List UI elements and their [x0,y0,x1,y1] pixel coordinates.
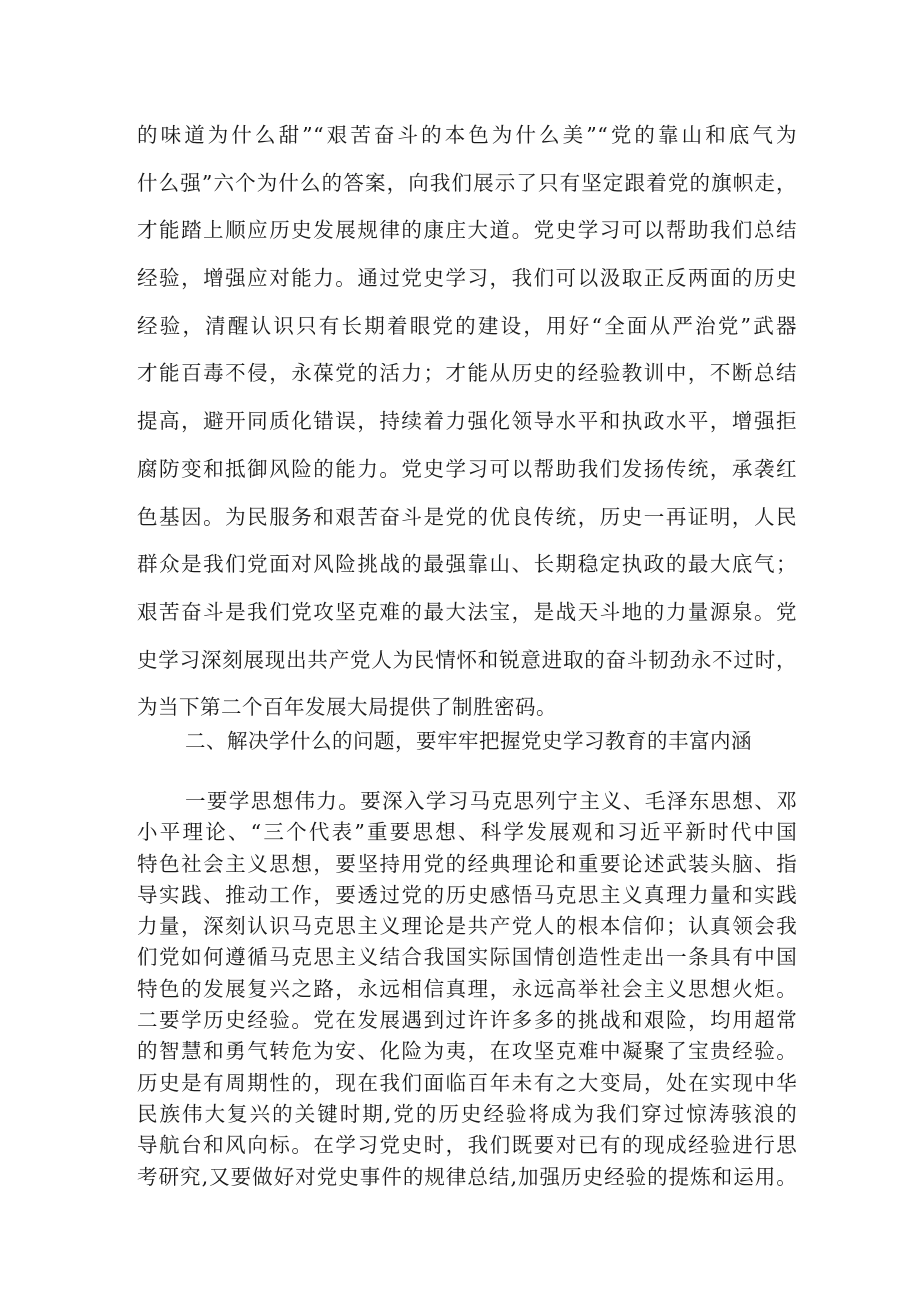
text-line: 导航台和风向标。在学习党史时，我们既要对已有的现成经验进行思 [137,1133,797,1158]
paragraph-2 [137,786,797,1193]
text-line: 小平理论、“三个代表”重要思想、科学发展观和习近平新时代中国 [137,820,797,845]
text-line: 导实践、推动工作，要透过党的历史感悟马克思主义真理力量和实践 [137,882,797,907]
paragraph-1 [137,118,797,738]
text-line: 艰苦奋斗是我们党攻坚克难的最大法宝，是战天斗地的力量源泉。党 [137,599,797,624]
text-line: 才能百毒不侵，永葆党的活力；才能从历史的经验教训中，不断总结 [137,361,797,386]
text-line: 群众是我们党面对风险挑战的最强靠山、长期稳定执政的最大底气； [137,552,797,577]
text-line: 特色社会主义思想，要坚持用党的经典理论和重要论述武装头脑、指 [137,851,797,876]
text-line: 历史是有周期性的，现在我们面临百年未有之大变局，处在实现中华 [137,1070,797,1095]
text-line: 的智慧和勇气转危为安、化险为夷，在攻坚克难中凝聚了宝贵经验。 [137,1039,797,1064]
text-line: 特色的发展复兴之路，永远相信真理，永远高举社会主义思想火炬。 [137,976,797,1001]
text-line: 力量，深刻认识马克思主义理论是共产党人的根本信仰；认真领会我 [137,914,797,939]
text-line: 腐防变和抵御风险的能力。党史学习可以帮助我们发扬传统，承袭红 [137,456,797,481]
text-line: 史学习深刻展现出共产党人为民情怀和锐意进取的奋斗韧劲永不过时， [137,647,797,672]
text-line: 民族伟大复兴的关键时期,党的历史经验将成为我们穿过惊涛骇浪的 [137,1101,797,1126]
text-line: 考研究,又要做好对党史事件的规律总结,加强历史经验的提炼和运用。 [137,1164,797,1189]
text-line: 二要学历史经验。党在发展遇到过许许多多的挑战和艰险，均用超常 [137,1008,797,1033]
text-line: 色基因。为民服务和艰苦奋斗是党的优良传统，历史一再证明，人民 [137,504,797,529]
text-line: 经验，清醒认识只有长期着眼党的建设，用好“全面从严治党”武器 [137,313,797,338]
text-line: 才能踏上顺应历史发展规律的康庄大道。党史学习可以帮助我们总结 [137,218,797,243]
text-line: 提高，避开同质化错误，持续着力强化领导水平和执政水平，增强拒 [137,409,797,434]
text-line: 经验，增强应对能力。通过党史学习，我们可以汲取正反两面的历史 [137,266,797,291]
text-line: 为当下第二个百年发展大局提供了制胜密码。 [137,695,557,720]
text-line: 的味道为什么甜”“艰苦奋斗的本色为什么美”“党的靠山和底气为 [137,123,797,147]
text-line: 们党如何遵循马克思主义结合我国实际国情创造性走出一条具有中国 [137,945,797,970]
section-heading: 二、解决学什么的问题，要牢牢把握党史学习教育的丰富内涵 [185,729,752,753]
text-line: 一要学思想伟力。要深入学习马克思列宁主义、毛泽东思想、邓 [185,789,797,813]
text-line: 什么强”六个为什么的答案，向我们展示了只有坚定跟着党的旗帜走， [137,170,797,195]
